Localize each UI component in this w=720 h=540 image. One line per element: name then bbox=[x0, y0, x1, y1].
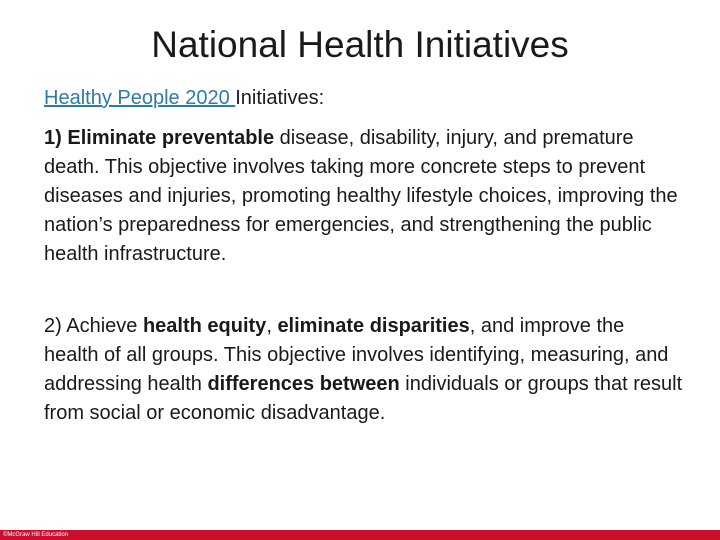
objective-2-health-equity: health equity bbox=[142, 315, 267, 337]
slide-title: National Health Initiatives bbox=[151, 24, 569, 65]
objective-2 bbox=[44, 312, 684, 428]
healthy-people-2020-link[interactable]: Healthy People 2020 bbox=[44, 87, 236, 109]
objective-2-eliminate-disparities: eliminate disparities bbox=[277, 315, 470, 337]
objective-1-text: disease, disability, injury, and premature death. This objective involves taking more concrete steps to prevent diseases and injuries, promoting healthy lifestyle choices, improving the nation’s preparedness for emergencies, and strengthening the public health infrastructure. bbox=[44, 127, 678, 265]
objective-2-differences-between: differences between bbox=[207, 373, 400, 395]
objective-1-number: 1) bbox=[44, 127, 62, 149]
objective-1-lead: Eliminate preventable bbox=[67, 127, 275, 149]
objective-1 bbox=[44, 124, 684, 269]
objective-2-part-2: , bbox=[266, 315, 278, 337]
intro-suffix: Initiatives: bbox=[235, 87, 325, 109]
objective-2-part-3: , and improve the health of all groups. This objective involves identifying, measuring, and addressing health bbox=[44, 315, 669, 395]
copyright-footer: ©McGraw Hill Education bbox=[3, 532, 69, 538]
footer-bar bbox=[0, 530, 720, 540]
intro-line bbox=[44, 84, 684, 113]
objective-2-part-1: 2) Achieve bbox=[44, 315, 143, 337]
objective-2-part-4: individuals or groups that result from social or economic disadvantage. bbox=[44, 373, 683, 424]
